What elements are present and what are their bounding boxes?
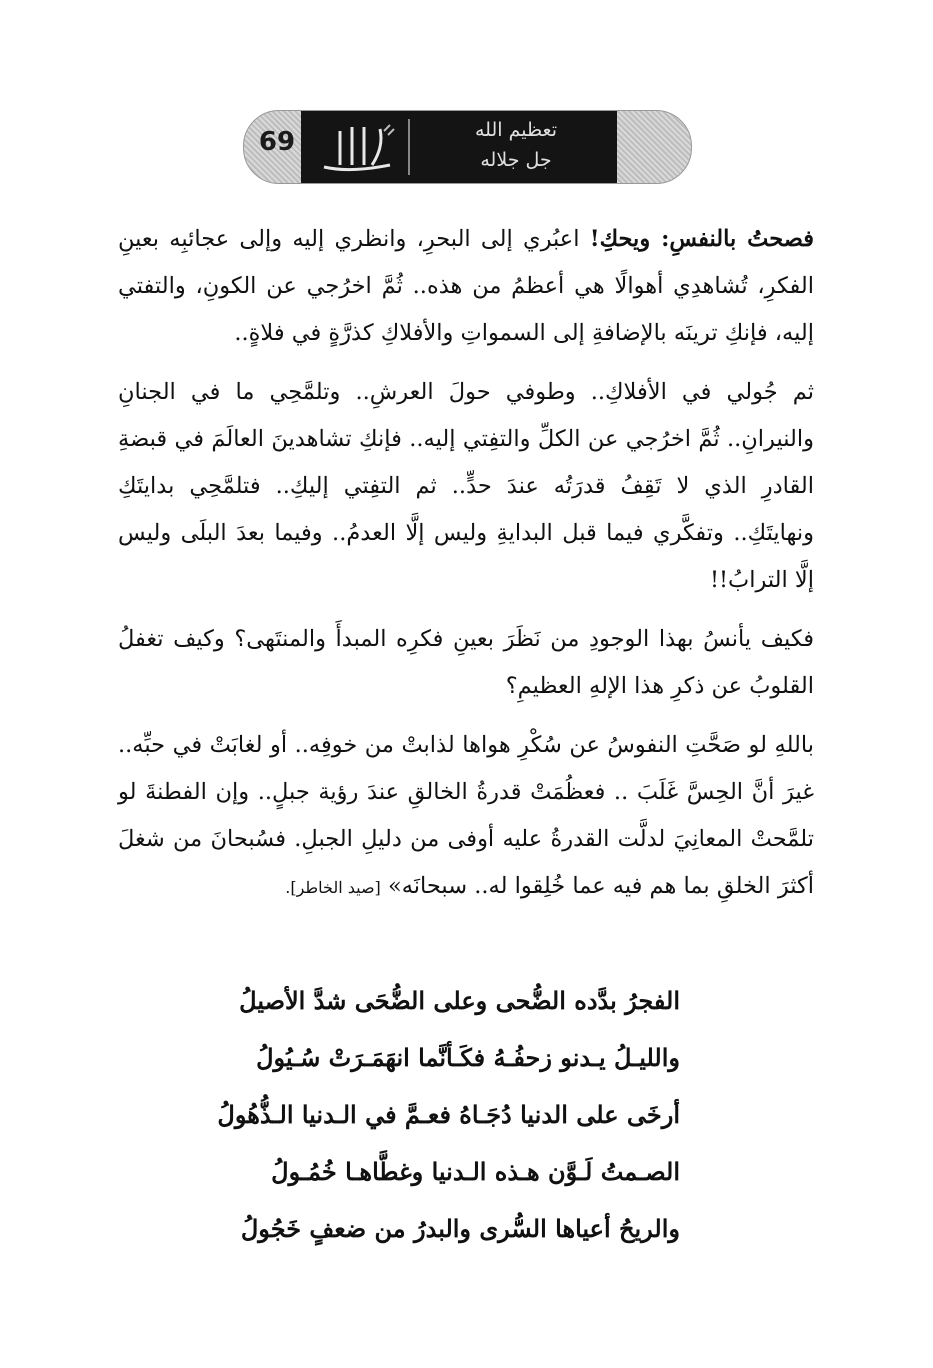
paragraph-text: فكيف يأنسُ بهذا الوجودِ من نَظَرَ بعينِ فكرِه المبدأَ والمنتَهى؟ وكيف تغفلُ القلوبُ عن ذكرِ هذا الإلهِ العظيمِ؟ (118, 626, 814, 699)
chapter-header-banner (243, 110, 692, 184)
paragraph-4 (118, 722, 814, 911)
paragraph-text: باللهِ لو صَحَّتِ النفوسُ عن سُكْرِ هواها لذابتْ من خوفِه.. أو لغابَتْ في حبِّه.. غيرَ أنَّ الحِسَّ غَلَبَ .. فعظُمَتْ قدرةُ الخالقِ عندَ رؤية جبلٍ.. وإن الفطنةَ لو تلمَّحتْ المعانِيَ لدلَّت القدرةُ عليه أوفى من دليلِ الجبلِ. فسُبحانَ من شغلَ أكثرَ الخلقِ بما هم فيه عما خُلِقوا له.. سبحانَه» (118, 732, 814, 899)
book-title-line2: جل جلاله (480, 149, 552, 171)
calligraphy-allah-icon (310, 117, 406, 177)
paragraph-1 (118, 216, 814, 357)
poem-verse: أرخَى على الدنيا دُجَـاهُ فعـمَّ في الـدنيا الـذُّهُولُ (217, 1100, 680, 1129)
paragraph-3 (118, 616, 814, 710)
paragraph-lead: فصحتُ بالنفسِ: ويحكِ! (589, 226, 814, 252)
paragraph-text: اعبُري إلى البحرِ، وانظري إليه وإلى عجائبِه بعينِ الفكرِ، تُشاهدِي أهوالًا هي أعظمُ من هذه.. ثُمَّ اخرُجي عن الكونِ، والتفتي إليه، فإنكِ ترينَه بالإضافةِ إلى السمواتِ والأفلاكِ كذرَّةٍ في فلاةٍ.. (118, 226, 814, 346)
header-faded-ornament (622, 119, 683, 175)
poem-verse: والليـلُ يـدنو زحفُـهُ فكَـأنَّما انهَمَـرَتْ سُـيُولُ (256, 1043, 680, 1072)
book-title-line1: تعظيم الله (474, 119, 557, 141)
page-number: 69 (258, 127, 296, 157)
poem-verse: الصـمتُ لَـوَّن هـذه الـدنيا وغطَّاهـا خُمُـولُ (271, 1157, 680, 1186)
paragraph-text: ثم جُولي في الأفلاكِ.. وطوفي حولَ العرشِ.. وتلمَّحِي ما في الجنانِ والنيرانِ.. ثُمَّ اخرُجي عن الكلِّ والتفِتي إليه.. فإنكِ تشاهدينَ العالَمَ في قبضةِ القادرِ الذي لا تَقِفُ قدرَتُه عندَ حدٍّ.. ثم التفِتي إليكِ.. فتلمَّحِي بدايتَكِ ونهايتَكِ.. وتفكَّري فيما قبل البدايةِ وليس إلَّا العدمُ.. وفيما بعدَ البلَى وليس إلَّا الترابُ!! (118, 379, 814, 593)
poem-verse: والريحُ أعياها السُّرى والبدرُ من ضعفٍ خَجُولُ (240, 1214, 680, 1243)
paragraph-2 (118, 369, 814, 604)
source-citation: [صيد الخاطر]. (285, 878, 381, 897)
poem-verse: الفجرُ بدَّده الضُّحى وعلى الضُّحَى شدَّ الأصيلُ (239, 986, 680, 1015)
poem-block (217, 972, 680, 1257)
header-separator (408, 119, 410, 175)
main-text (118, 216, 814, 923)
